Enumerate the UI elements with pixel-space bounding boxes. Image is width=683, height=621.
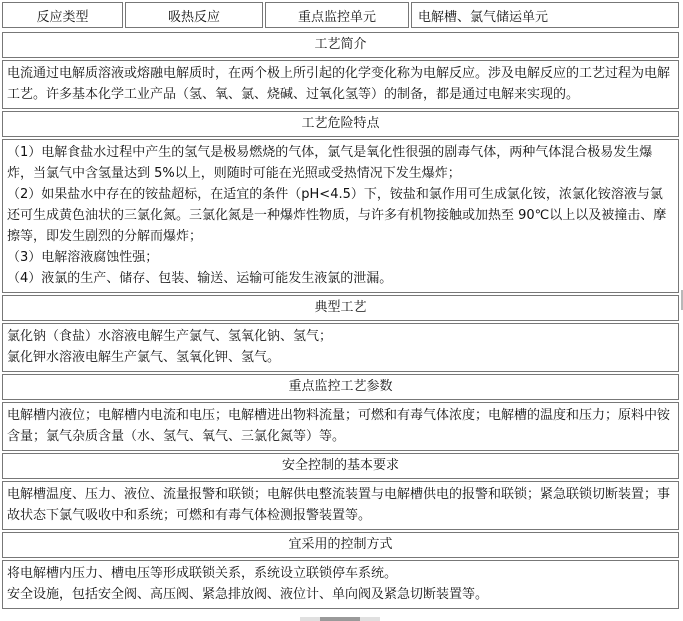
intro-title: 工艺简介 [314,37,367,52]
monitor-unit-value: 电解槽、氯气储运单元 [411,2,679,28]
hazards-title-box [2,111,679,137]
header-table [0,0,681,30]
control-title-box [2,532,679,558]
safety-title-box [2,453,679,479]
safety-body-box [2,481,679,530]
control-body-box [2,560,679,609]
typical-body-box [2,323,679,372]
horizontal-scrollbar-thumb[interactable] [320,617,360,621]
hazard-item-1: （1）电解食盐水过程中产生的氢气是极易燃烧的气体，氯气是氧化性很强的剧毒气体，两种气体混合极易发生爆炸，当氯气中含氢量达到 5%以上，则随时可能在光照或受热情况下发生爆炸； [7,145,653,181]
typical-title-box [2,295,679,321]
control-item-2: 安全设施，包括安全阀、高压阀、紧急排放阀、液位计、单向阀及紧急切断装置等。 [7,587,489,602]
intro-text: 电流通过电解质溶液或熔融电解质时，在两个极上所引起的化学变化称为电解反应。涉及电解反应的工艺过程为电解工艺。许多基本化学工业产品（氢、氧、氯、烧碱、过氧化氢等）的制备，都是通过电解来实现的。 [7,66,671,102]
hazard-item-4: （4）液氯的生产、储存、包装、输送、运输可能发生液氯的泄漏。 [7,271,393,286]
params-title-box [2,374,679,400]
control-item-1: 将电解槽内压力、槽电压等形成联锁关系，系统设立联锁停车系统。 [7,566,398,581]
hazard-item-3: （3）电解溶液腐蚀性强； [7,250,159,265]
safety-title: 安全控制的基本要求 [281,458,399,473]
intro-title-box [2,32,679,58]
reaction-type-label: 反应类型 [2,2,123,28]
params-title: 重点监控工艺参数 [288,379,393,394]
hazards-body-box [2,139,679,293]
control-title: 宜采用的控制方式 [288,537,393,552]
safety-text: 电解槽温度、压力、液位、流量报警和联锁；电解供电整流装置与电解槽供电的报警和联锁；紧急联锁切断装置；事故状态下氯气吸收中和系统；可燃和有毒气体检测报警装置等。 [7,487,671,523]
params-body-box [2,402,679,451]
params-text: 电解槽内液位；电解槽内电流和电压；电解槽进出物料流量；可燃和有毒气体浓度；电解槽的温度和压力；原料中铵含量；氯气杂质含量（水、氢气、氧气、三氯化氮等）等。 [7,408,671,444]
typical-item-1: 氯化钠（食盐）水溶液电解生产氯气、氢氧化钠、氢气； [7,329,333,344]
typical-title: 典型工艺 [314,300,367,315]
typical-item-2: 氯化钾水溶液电解生产氯气、氢氧化钾、氢气。 [7,350,281,365]
reaction-type-value: 吸热反应 [125,2,263,28]
hazards-title: 工艺危险特点 [301,116,380,131]
hazard-item-2: （2）如果盐水中存在的铵盐超标，在适宜的条件（pH<4.5）下，铵盐和氯作用可生成氯化铵，浓氯化铵溶液与氯还可生成黄色油状的三氯化氮。三氯化氮是一种爆炸性物质，与许多有机物接触或加热至 90℃以上以及被撞击、摩擦等，即发生剧烈的分解而爆炸； [7,187,667,244]
monitor-unit-label: 重点监控单元 [265,2,409,28]
intro-body-box [2,60,679,109]
